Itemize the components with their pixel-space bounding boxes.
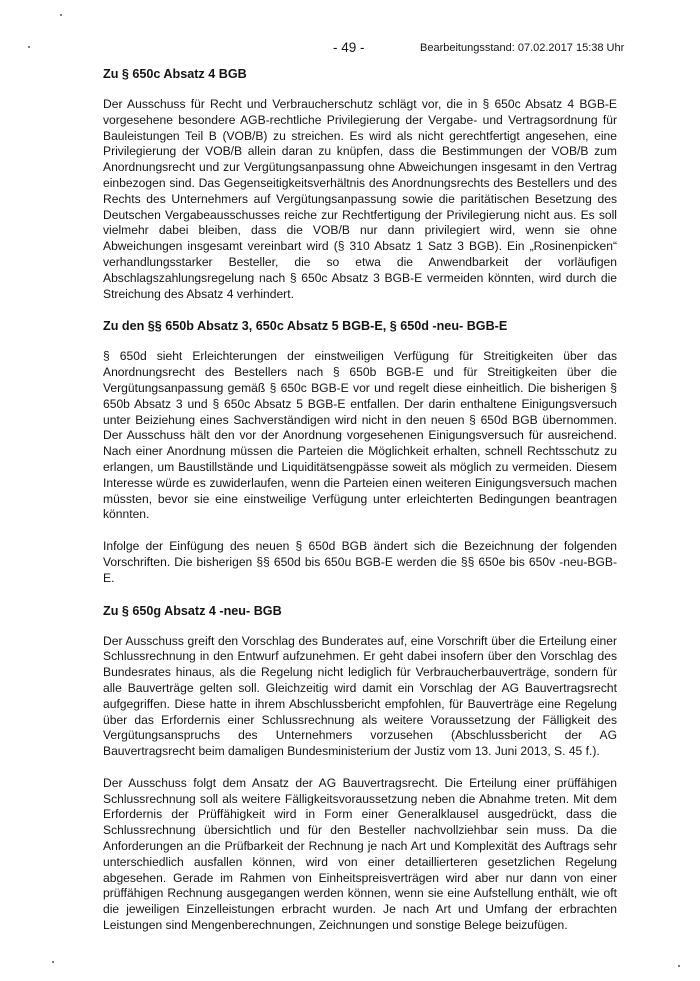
paragraph: Der Ausschuss für Recht und Verbraucherschutz schlägt vor, die in § 650c Absatz 4 BGB-E vorgesehene besondere AGB-rechtliche Privilegierung der Vergabe- und Vertragsordnung für Bauleistungen Teil B (VOB/B) zu streichen. Es wird als nicht gerechtfertigt angesehen, eine Privilegierung der VOB/B allein daran zu knüpfen, dass die Bestimmungen der VOB/B zum Anordnungsrecht und zur Vergütungsanpassung ohne Abweichungen insgesamt in den Vertrag einbezogen sind. Das Gegenseitigkeitsverhältnis des Anordnungsrechts des Bestellers und des Rechts des Unternehmers auf Vergütungsanpassung sowie die paritätischen Besetzung des Deutschen Vergabeausschusses reiche zur Rechtfertigung der Privilegierung nicht aus. Es soll vielmehr dabei bleiben, dass die VOB/B nur dann privilegiert wird, wenn sie ohne Abweichungen insgesamt vereinbart wird (§ 310 Absatz 1 Satz 3 BGB). Ein „Rosinenpicken“ verhandlungsstarker Besteller, die so etwa die Anwendbarkeit der vorläufigen Abschlagszahlungsregelung nach § 650c Absatz 3 BGB-E vermeiden könnten, wird durch die Streichung des Absatz 4 verhindert. (103, 97, 617, 301)
revision-status: Bearbeitungsstand: 07.02.2017 15:38 Uhr (420, 42, 625, 54)
paragraph: Infolge der Einfügung des neuen § 650d BGB ändert sich die Bezeichnung der folgenden Vorschriften. Die bisherigen §§ 650d bis 650u BGB-E werden die §§ 650e bis 650v -neu-BGB-E. (103, 539, 617, 585)
paragraph: Der Ausschuss folgt dem Ansatz der AG Bauvertragsrecht. Die Erteilung einer prüffähigen Schlussrechnung soll als weitere Fälligkeitsvoraussetzung neben die Abnahme treten. Mit dem Erfordernis der Prüffähigkeit wird in Form einer Generalklausel ausgedrückt, dass die Schlussrechnung übersichtlich und für den Besteller nachvollziehbar sein muss. Da die Anforderungen an die Prüfbarkeit der Rechnung je nach Art und Komplexität des Auftrags sehr unterschiedlich ausfallen können, wird von einer detaillierteren gesetzlichen Regelung abgesehen. Gerade im Rahmen von Einheitspreisverträgen wird aber nur dann von einer prüffähigen Rechnung ausgegangen werden können, wenn sie eine Aufstellung enthält, wie oft die jeweiligen Einzelleistungen erbracht wurden. Je nach Art und Umfang der erbrachten Leistungen sind Mengenberechnungen, Zeichnungen und sonstige Belege beizufügen. (103, 775, 617, 933)
section-heading: Zu § 650g Absatz 4 -neu- BGB (103, 603, 282, 618)
section-650b-650c-650d (103, 318, 617, 586)
paragraph: § 650d sieht Erleichterungen der einstweiligen Verfügung für Streitigkeiten über das Anordnungsrecht des Bestellers nach § 650b BGB-E und für Streitigkeiten über die Vergütungsanpassung gemäß § 650c BGB-E vor und regelt diese einheitlich. Die bisherigen § 650b Absatz 3 und § 650c Absatz 5 BGB-E entfallen. Der darin enthaltene Einigungsversuch unter Beiziehung eines Sachverständigen wird nicht in den neuen § 650d BGB übernommen. Der Ausschuss hält den vor der Anordnung vorgesehenen Einigungsversuch für ausreichend. Nach einer Anordnung müssen die Parteien die Möglichkeit erhalten, schnell Rechtsschutz zu erlangen, um Baustillstände und Liquiditätsengpässe soweit als möglich zu vermeiden. Diesem Interesse würde es zuwiderlaufen, wenn die Parteien einen weiteren Einigungsversuch machen müssten, bevor sie eine einstweilige Verfügung unter erleichterten Bedingungen beantragen könnten. (103, 349, 617, 522)
section-650c-absatz-4 (103, 66, 617, 302)
scan-speck (28, 46, 30, 48)
scan-speck (678, 965, 680, 967)
paragraph: Der Ausschuss greift den Vorschlag des Bunderates auf, eine Vorschrift über die Erteilung einer Schlussrechnung in den Entwurf aufzunehmen. Er geht dabei insofern über den Vorschlag des Bundesrates hinaus, als die Regelung nicht lediglich für Verbraucherbauverträge, sondern für alle Bauverträge gelten soll. Gleichzeitig wird damit ein Vorschlag der AG Bauvertragsrecht aufgegriffen. Diese hatte in ihrem Abschlussbericht empfohlen, für Bauverträge eine Regelung über das Erfordernis einer Schlussrechnung als weitere Voraussetzung der Fälligkeit des Vergütungsanspruchs des Unternehmers vorzusehen (Abschlussbericht der AG Bauvertragsrecht beim damaligen Bundesministerium der Justiz vom 13. Juni 2013, S. 45 f.). (103, 633, 617, 759)
section-650g-absatz-4 (103, 603, 617, 934)
scan-speck (52, 961, 54, 963)
scan-speck (60, 14, 62, 16)
section-heading: Zu den §§ 650b Absatz 3, 650c Absatz 5 BGB-E, § 650d -neu- BGB-E (103, 319, 508, 334)
document-body (103, 66, 617, 934)
page-number: - 49 - (333, 40, 365, 55)
page-header (0, 40, 700, 56)
section-heading: Zu § 650c Absatz 4 BGB (103, 67, 247, 81)
